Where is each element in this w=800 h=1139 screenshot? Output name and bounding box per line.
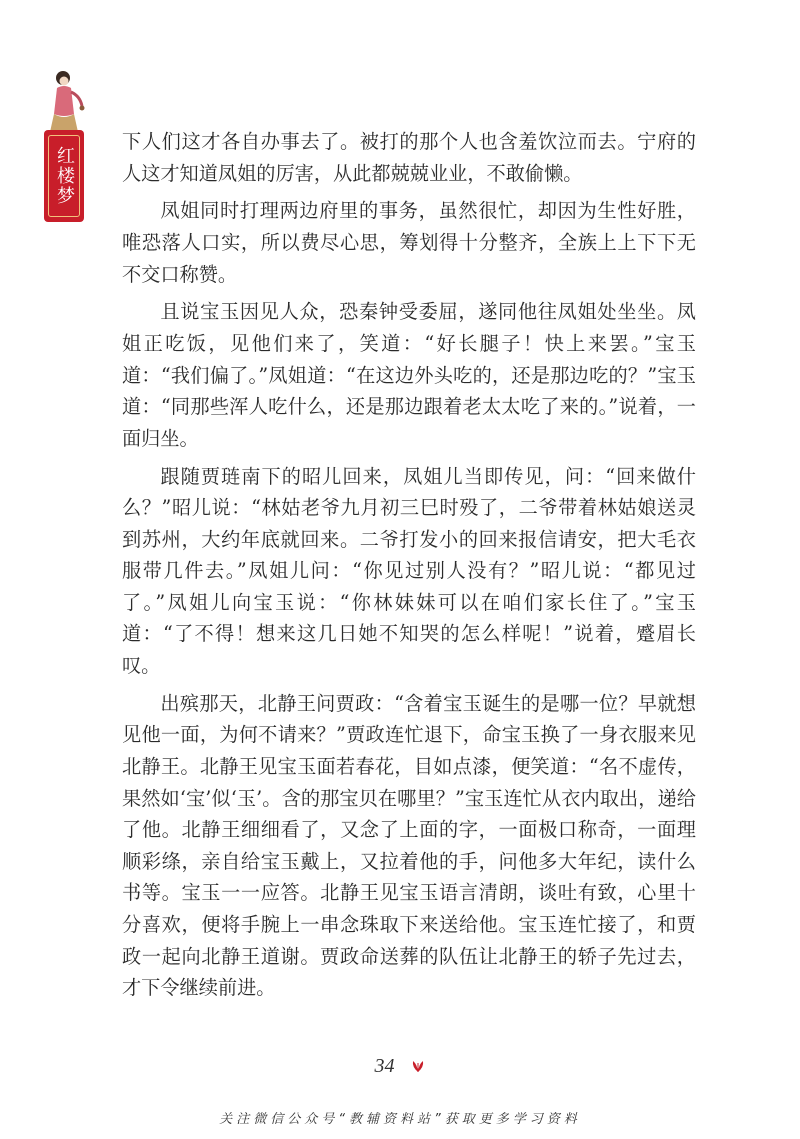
page-number-area xyxy=(0,1055,800,1079)
lady-figure-icon xyxy=(44,66,86,136)
leaf-ornament-icon xyxy=(410,1056,426,1079)
book-title-frame xyxy=(48,135,80,217)
paragraph: 凤姐同时打理两边府里的事务，虽然很忙，却因为生性好胜，唯恐落人口实，所以费尽心思，筹划得十分整齐，全族上上下下无不交口称赞。 xyxy=(122,199,696,286)
paragraph: 下人们这才各自办事去了。被打的那个人也含羞饮泣而去。宁府的人这才知道凤姐的厉害，从此都兢兢业业，不敢偷懒。 xyxy=(122,130,696,185)
body-text xyxy=(122,126,696,1010)
page-number: 34 xyxy=(374,1055,395,1077)
footer-note: 关注微信公众号“教辅资料站”获取更多学习资料 xyxy=(219,1112,581,1127)
paragraph: 且说宝玉因见人众，恐秦钟受委屈，遂同他往凤姐处坐坐。凤姐正吃饭，见他们来了，笑道：“好长腿子！快上来罢。”宝玉道：“我们偏了。”凤姐道：“在这边外头吃的，还是那边吃的？”宝玉道：“同那些浑人吃什么，还是那边跟着老太太吃了来的。”说着，一面归坐。 xyxy=(122,300,696,450)
book-title-tab xyxy=(44,130,84,222)
paragraph: 跟随贾琏南下的昭儿回来，凤姐儿当即传见，问：“回来做什么？”昭儿说：“林姑老爷九月初三巳时殁了，二爷带着林姑娘送灵到苏州，大约年底就回来。二爷打发小的回来报信请安，把大毛衣服带几件去。”凤姐儿问：“你见过别人没有？”昭儿说：“都见过了。”凤姐儿向宝玉说：“你林妹妹可以在咱们家长住了。”宝玉道：“了不得！想来这几日她不知哭的怎么样呢！”说着，蹙眉长叹。 xyxy=(122,464,696,678)
paragraph: 出殡那天，北静王问贾政：“含着宝玉诞生的是哪一位？早就想见他一面，为何不请来？”贾政连忙退下，命宝玉换了一身衣服来见北静王。北静王见宝玉面若春花，目如点漆，便笑道：“名不虚传，果然如‘宝’似‘玉’。含的那宝贝在哪里？”宝玉连忙从衣内取出，递给了他。北静王细细看了，又念了上面的字，一面极口称奇，一面理顺彩绦，亲自给宝玉戴上，又拉着他的手，问他多大年纪，读什么书等。宝玉一一应答。北静王见宝玉语言清朗，谈吐有致，心里十分喜欢，便将手腕上一串念珠取下来送给他。宝玉连忙接了，和贾政一起向北静王道谢。贾政命送葬的队伍让北静王的轿子先过去，才下令继续前进。 xyxy=(122,691,696,1000)
book-title: 红楼梦 xyxy=(54,146,75,206)
